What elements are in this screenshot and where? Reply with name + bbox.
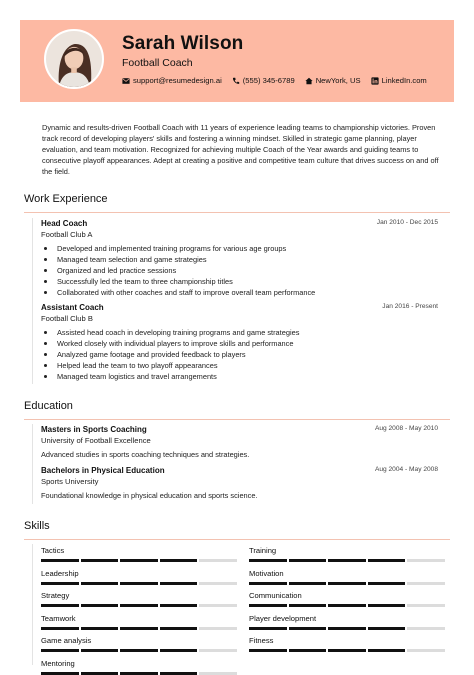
section-title-skills: Skills xyxy=(24,520,50,532)
contact-phone[interactable] xyxy=(232,76,295,85)
skill-level-segment xyxy=(249,582,287,585)
contact-location xyxy=(305,76,361,85)
skill-level-segment xyxy=(199,582,237,585)
list-item: Worked closely with individual players to improve skills and performance xyxy=(41,338,299,349)
skill-level-segment xyxy=(81,627,119,630)
skill-item xyxy=(249,636,445,652)
skill-level-segment xyxy=(41,559,79,562)
skill-name: Motivation xyxy=(249,568,284,578)
skill-level-segment xyxy=(160,627,198,630)
skill-level-segment xyxy=(328,582,366,585)
skill-level-bar xyxy=(249,627,445,630)
timeline-line xyxy=(32,544,33,665)
section-title-work: Work Experience xyxy=(24,193,108,205)
skill-level-segment xyxy=(81,582,119,585)
skill-item xyxy=(41,636,237,652)
timeline-line xyxy=(32,424,33,504)
job-position: Assistant Coach xyxy=(41,303,104,312)
skill-level-segment xyxy=(328,604,366,607)
skill-level-segment xyxy=(328,649,366,652)
section-divider xyxy=(24,539,450,540)
location-text: NewYork, US xyxy=(315,76,361,85)
contact-email[interactable] xyxy=(122,76,222,85)
skill-level-segment xyxy=(289,604,327,607)
skill-level-segment xyxy=(407,627,445,630)
list-item: Managed team logistics and travel arrangements xyxy=(41,371,299,382)
skill-level-segment xyxy=(328,627,366,630)
professional-summary: Dynamic and results-driven Football Coach with 11 years of experience leading teams to championship victories. Proven track record of developing players' skills and fostering a winning mindset. Skilled in strategic game planning, player evaluation, and team motivation. Recognized for achieving multiple Coach of the Year awards and guiding teams to consecutive playoff appearances. Adept at creating a positive and competitive team culture that drives success on and off the field. xyxy=(42,123,439,177)
section-divider xyxy=(24,212,450,213)
linkedin-text: LinkedIn.com xyxy=(381,76,427,85)
skill-item xyxy=(249,614,445,630)
skill-level-segment xyxy=(120,604,158,607)
education-school: Sports University xyxy=(41,477,99,486)
job-bullets xyxy=(41,243,315,298)
skill-name: Fitness xyxy=(249,636,274,645)
skill-name: Tactics xyxy=(41,546,65,555)
candidate-role: Football Coach xyxy=(122,57,193,69)
skill-level-bar xyxy=(41,627,237,630)
skill-level-segment xyxy=(199,672,237,675)
skill-level-segment xyxy=(160,582,198,585)
skill-name: Leadership xyxy=(41,568,79,578)
skill-level-segment xyxy=(120,672,158,675)
education-dates: Aug 2004 - May 2008 xyxy=(374,466,438,473)
skill-level-segment xyxy=(120,559,158,562)
skill-item xyxy=(41,591,237,607)
profile-photo xyxy=(44,29,104,89)
section-divider xyxy=(24,419,450,420)
list-item: Developed and implemented training programs for various age groups xyxy=(41,243,315,254)
skill-name: Communication xyxy=(249,591,302,600)
education-degree: Bachelors in Physical Education xyxy=(41,466,165,475)
skill-level-segment xyxy=(407,604,445,607)
skill-level-bar xyxy=(41,559,237,562)
skill-level-segment xyxy=(368,559,406,562)
linkedin-icon xyxy=(371,77,379,85)
skill-level-bar xyxy=(249,559,445,562)
skill-name: Game analysis xyxy=(41,636,92,645)
skill-level-bar xyxy=(249,604,445,607)
skill-level-segment xyxy=(120,582,158,585)
skill-level-segment xyxy=(368,582,406,585)
skill-item xyxy=(41,546,237,562)
timeline-line xyxy=(32,218,33,384)
email-icon xyxy=(122,77,130,85)
skill-level-segment xyxy=(249,649,287,652)
education-school: University of Football Excellence xyxy=(41,436,151,445)
skill-name: Teamwork xyxy=(41,613,76,623)
skill-name: Training xyxy=(249,546,277,555)
skill-name: Player development xyxy=(249,613,317,623)
job-dates: Jan 2016 - Present xyxy=(382,303,438,310)
skill-level-segment xyxy=(407,649,445,652)
education-dates: Aug 2008 - May 2010 xyxy=(374,425,438,432)
skill-level-segment xyxy=(41,582,79,585)
education-description: Advanced studies in sports coaching techniques and strategies. xyxy=(41,450,250,459)
skill-level-segment xyxy=(289,627,327,630)
skill-level-segment xyxy=(249,604,287,607)
skill-level-segment xyxy=(81,604,119,607)
skill-level-segment xyxy=(249,627,287,630)
skill-level-segment xyxy=(160,604,198,607)
skill-level-segment xyxy=(199,649,237,652)
skill-level-bar xyxy=(249,582,445,585)
skill-level-bar xyxy=(41,672,237,675)
skill-name: Strategy xyxy=(41,591,70,600)
skill-level-segment xyxy=(41,672,79,675)
skill-level-segment xyxy=(289,649,327,652)
skill-level-bar xyxy=(41,604,237,607)
job-position: Head Coach xyxy=(41,219,88,228)
skill-name: Mentoring xyxy=(41,658,75,668)
skill-level-segment xyxy=(199,627,237,630)
education-description: Foundational knowledge in physical education and sports science. xyxy=(41,491,258,500)
skill-level-segment xyxy=(289,559,327,562)
contact-linkedin[interactable] xyxy=(371,76,427,85)
skill-level-segment xyxy=(160,559,198,562)
skill-level-segment xyxy=(41,604,79,607)
skill-level-segment xyxy=(41,649,79,652)
skill-level-segment xyxy=(199,604,237,607)
email-text: support@resumedesign.ai xyxy=(133,76,222,85)
list-item: Analyzed game footage and provided feedback to players xyxy=(41,349,299,360)
list-item: Successfully led the team to three championship titles xyxy=(41,276,315,287)
skill-level-segment xyxy=(120,649,158,652)
skill-level-segment xyxy=(368,649,406,652)
skill-level-segment xyxy=(160,672,198,675)
skill-item xyxy=(249,546,445,562)
skill-level-segment xyxy=(249,559,287,562)
skill-level-bar xyxy=(41,649,237,652)
phone-icon xyxy=(232,77,240,85)
skill-level-segment xyxy=(289,582,327,585)
portrait-image xyxy=(46,31,102,87)
list-item: Assisted head coach in developing training programs and game strategies xyxy=(41,327,299,338)
skill-item xyxy=(41,569,237,585)
skill-level-bar xyxy=(41,582,237,585)
skill-level-bar xyxy=(249,649,445,652)
skill-level-segment xyxy=(407,559,445,562)
list-item: Helped lead the team to two playoff appearances xyxy=(41,360,299,371)
skill-level-segment xyxy=(368,604,406,607)
job-bullets xyxy=(41,327,299,382)
job-company: Football Club B xyxy=(41,314,93,323)
list-item: Collaborated with other coaches and staff to improve overall team performance xyxy=(41,287,315,298)
skill-item xyxy=(41,614,237,630)
skill-level-segment xyxy=(81,672,119,675)
contact-row xyxy=(122,76,427,85)
list-item: Organized and led practice sessions xyxy=(41,265,315,276)
candidate-name: Sarah Wilson xyxy=(122,33,244,54)
skill-level-segment xyxy=(199,559,237,562)
job-dates: Jan 2010 - Dec 2015 xyxy=(376,219,438,226)
skill-item xyxy=(249,591,445,607)
phone-text: (555) 345-6789 xyxy=(242,76,295,85)
section-title-education: Education xyxy=(24,400,73,412)
list-item: Managed team selection and game strategies xyxy=(41,254,315,265)
skill-level-segment xyxy=(160,649,198,652)
job-company: Football Club A xyxy=(41,230,93,239)
skill-level-segment xyxy=(328,559,366,562)
skill-level-segment xyxy=(81,649,119,652)
resume-header xyxy=(20,20,454,102)
skill-level-segment xyxy=(120,627,158,630)
skill-level-segment xyxy=(81,559,119,562)
home-icon xyxy=(305,77,313,85)
education-degree: Masters in Sports Coaching xyxy=(41,425,147,434)
skill-level-segment xyxy=(41,627,79,630)
skill-item xyxy=(249,569,445,585)
skill-level-segment xyxy=(368,627,406,630)
skill-item xyxy=(41,659,237,675)
skill-level-segment xyxy=(407,582,445,585)
